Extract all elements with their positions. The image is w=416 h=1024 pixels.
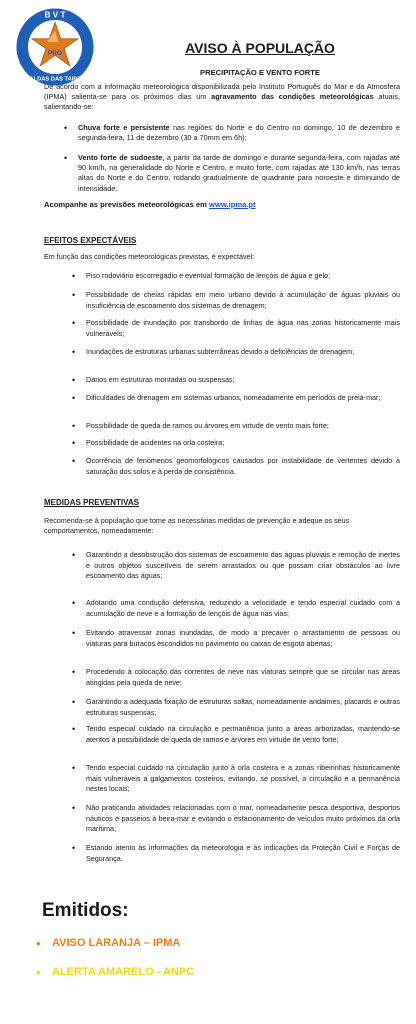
effects-intro: Em função das condições meteorológicas previstas, é expectável: xyxy=(44,252,255,261)
follow-forecast: Acompanhe as previsões meteorológicas em www.ipma.pt xyxy=(44,200,256,209)
measures-heading: MEDIDAS PREVENTIVAS xyxy=(44,498,139,507)
bvt-logo-icon xyxy=(14,6,96,88)
page-subtitle: PRECIPITAÇÃO E VENTO FORTE xyxy=(200,68,320,77)
svg-text:PRO: PRO xyxy=(47,50,63,58)
highlight-item: • Vento forte de sudoeste, a partir da tarde de domingo e durante segunda-feira, com rajadas até 90 km/h, na generalidade do Norte e Centro, e muito forte, com rajadas até 130 km/h, nas terras altas do Norte e do Centro, rodando gradualmente de quadrante para noroeste e diminuindo de intensidade. xyxy=(78,153,400,194)
effect-item: • Possibilidade de acidentes na orla costeira; xyxy=(86,438,400,449)
effect-item: • Piso rodoviário escorregadio e eventual formação de lençóis de água e gelo; xyxy=(86,271,400,282)
yellow-alert-item: • ALERTA AMARELO - ANPC xyxy=(52,966,194,978)
effect-item: • Possibilidade de queda de ramos ou árvores em virtude de vento mais forte; xyxy=(86,421,400,432)
measure-item: • Não praticando atividades relacionadas com o mar, nomeadamente pesca desportiva, desportos náuticos e passeios à beira-mar e evitando o estacionamento de veículos muito próximos da orla marítima; xyxy=(86,803,400,835)
measures-intro: Recomenda-se à população que tome as necessárias medidas de prevenção e adeque os seus comportamentos, nomeadamente: xyxy=(44,516,350,536)
highlight-item: • Chuva forte e persistente nas regiões do Norte e do Centro no domingo, 10 de dezembro e segunda-feira, 11 de dezembro (30 a 70mm em 6h); xyxy=(78,123,400,143)
effect-item: • Danos em estruturas montadas ou suspensas; xyxy=(86,375,400,386)
issued-heading: Emitidos: xyxy=(42,900,129,921)
measure-item: • Procedendo à colocação das correntes de neve nas viaturas sempre que se circular nas áreas atingidas pela queda de neve; xyxy=(86,667,400,688)
page-title: AVISO À POPULAÇÃO xyxy=(185,40,335,56)
effect-item: • Inundações de estruturas urbanas subterrâneas devido a deficiências de drenagem; xyxy=(86,347,400,358)
effect-item: • Dificuldades de drenagem em sistemas urbanos, nomeadamente em períodos de preia-mar; xyxy=(86,393,400,404)
svg-text:B V T: B V T xyxy=(44,10,66,20)
orange-warning-item: • AVISO LARANJA – IPMA xyxy=(52,937,180,949)
measure-item: • Garantindo a desobstrução dos sistemas de escoamento das águas pluviais e remoção de inertes e outros objetos suscetíveis de serem arrastados ou que possam criar obstáculos ao livre escoamento das águas; xyxy=(86,550,400,582)
measure-item: • Tendo especial cuidado na circulação junto à orla costeira e a zonas ribeirinhas historicamente mais vulneráveis a galgamentos costeiros, evitando, se possível, a circulação e a permanência nestes locais; xyxy=(86,763,400,795)
measure-item: • Evitando atravessar zonas inundadas, de modo a precaver o arrastamento de pessoas ou viaturas para buracos escondidos no pavimento ou caixas de esgoto abertas; xyxy=(86,628,400,649)
effect-item: • Possibilidade de inundação por transbordo de linhas de água nas zonas historicamente mais vulneráveis; xyxy=(86,318,400,339)
measure-item: • Tendo especial cuidado na circulação e permanência junto a áreas arborizadas, mantendo-se atentos à possibilidade de queda de ramos e árvores em virtude de vento forte; xyxy=(86,724,400,745)
measure-item: • Estando atento às informações da meteorologia e às indicações da Proteção Civil e Forças de Segurança. xyxy=(86,843,400,864)
effects-heading: EFEITOS EXPECTÁVEIS xyxy=(44,236,137,245)
svg-text:CALDAS DAS TAIPAS: CALDAS DAS TAIPAS xyxy=(25,76,85,83)
effect-item: • Possibilidade de cheias rápidas em meio urbano devido à acumulação de águas pluviais ou insuficiência de escoamento dos sistemas de drenagem; xyxy=(86,290,400,311)
ipma-link[interactable]: www.ipma.pt xyxy=(209,200,256,209)
effect-item: • Ocorrência de fenómenos geomorfológicos causados por instabilidade de vertentes devido à saturação dos solos e à perda de consistência. xyxy=(86,456,400,477)
intro-paragraph: De acordo com a informação meteorológica disponibilizada pelo Instituto Português do Mar e da Atmosfera (IPMA) salienta-se para os próximos dias um agravamento das condições meteorológicas atuais, salientando-se: xyxy=(44,82,400,112)
measure-item: • Adotando uma condução defensiva, reduzindo a velocidade e tendo especial cuidado com a acumulação de neve e a formação de lençóis de água nas vias; xyxy=(86,598,400,619)
measure-item: • Garantindo a adequada fixação de estruturas soltas, nomeadamente andaimes, placards e outras estruturas suspensas; xyxy=(86,697,400,718)
